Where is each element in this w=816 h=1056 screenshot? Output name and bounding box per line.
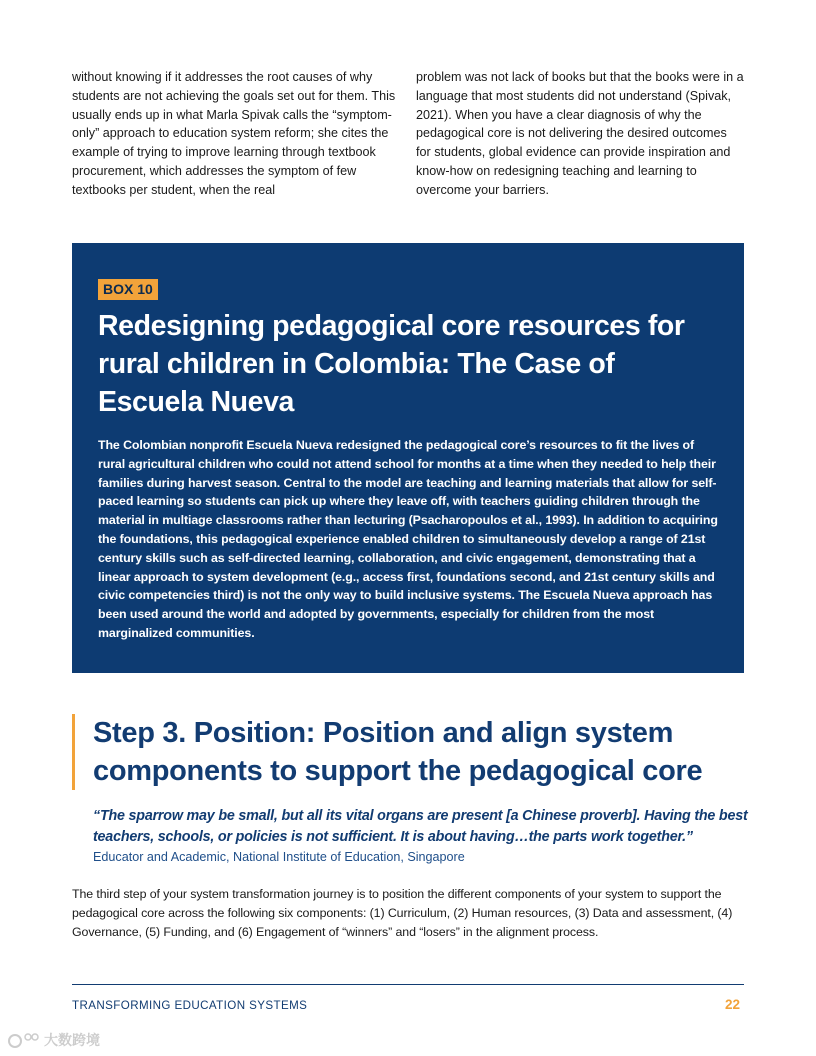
step-heading-block	[72, 714, 744, 790]
case-study-box	[72, 243, 744, 673]
footer-divider	[72, 984, 744, 985]
watermark-text: 大数跨境	[44, 1032, 100, 1048]
page-number: 22	[724, 997, 740, 1012]
body-column-right: problem was not lack of books but that the books were in a language that most students did not understand (Spivak, 2021). When you have a clear diagnosis of why the pedagogical core is not delivering the desired outcomes for students, global evidence can provide inspiration and know-how on redesigning teaching and learning to overcome your barriers.	[416, 70, 744, 197]
footer-document-title: TRANSFORMING EDUCATION SYSTEMS	[72, 999, 308, 1012]
step-title: Step 3. Position: Position and align system components to support the pedagogical core	[93, 717, 703, 787]
watermark-logo-icon	[6, 1031, 40, 1049]
body-column-left: without knowing if it addresses the root causes of why students are not achieving the goals set out for them. This usually ends up in what Marla Spivak calls the “symptom-only” approach to education system reform; she cites the example of trying to improve learning through textbook procurement, which addresses the symptom of few textbooks per student, when the real	[72, 70, 396, 197]
box-title: Redesigning pedagogical core resources for rural children in Colombia: The Case of Escuela Nueva	[98, 310, 685, 418]
watermark	[6, 1028, 110, 1052]
box-body-text: The Colombian nonprofit Escuela Nueva redesigned the pedagogical core’s resources to fit the lives of rural agricultural children who could not attend school for months at a time when they needed to help their families during harvest season. Central to the model are teaching and learning materials that allow for self-paced learning so students can pick up where they leave off, with teachers guiding children through the material in multiage classrooms rather than lecturing (Psacharopoulos et al., 1993). In addition to acquiring the foundations, this pedagogical experience enabled children to simultaneously develop a range of 21st century skills such as self-directed learning, collaboration, and civic engagement, demonstrating that a linear approach to system development (e.g., access first, foundations second, and 21st century skills and civic competencies third) is not the only way to build inclusive systems. The Escuela Nueva approach has been used around the world and adopted by governments, especially for children from the most marginalized communities.	[98, 438, 718, 640]
pull-quote: “The sparrow may be small, but all its vital organs are present [a Chinese proverb]. Having the best teachers, schools, or policies is not sufficient. It is about having…the parts work together.”	[93, 808, 748, 845]
body-paragraph: The third step of your system transformation journey is to position the different components of your system to support the pedagogical core across the following six components: (1) Curriculum, (2) Human resources, (3) Data and assessment, (4) Governance, (5) Funding, and (6) Engagement of “winners” and “losers” in the alignment process.	[72, 887, 733, 939]
box-label-badge: BOX 10	[98, 279, 158, 300]
quote-attribution: Educator and Academic, National Institute of Education, Singapore	[93, 850, 465, 864]
